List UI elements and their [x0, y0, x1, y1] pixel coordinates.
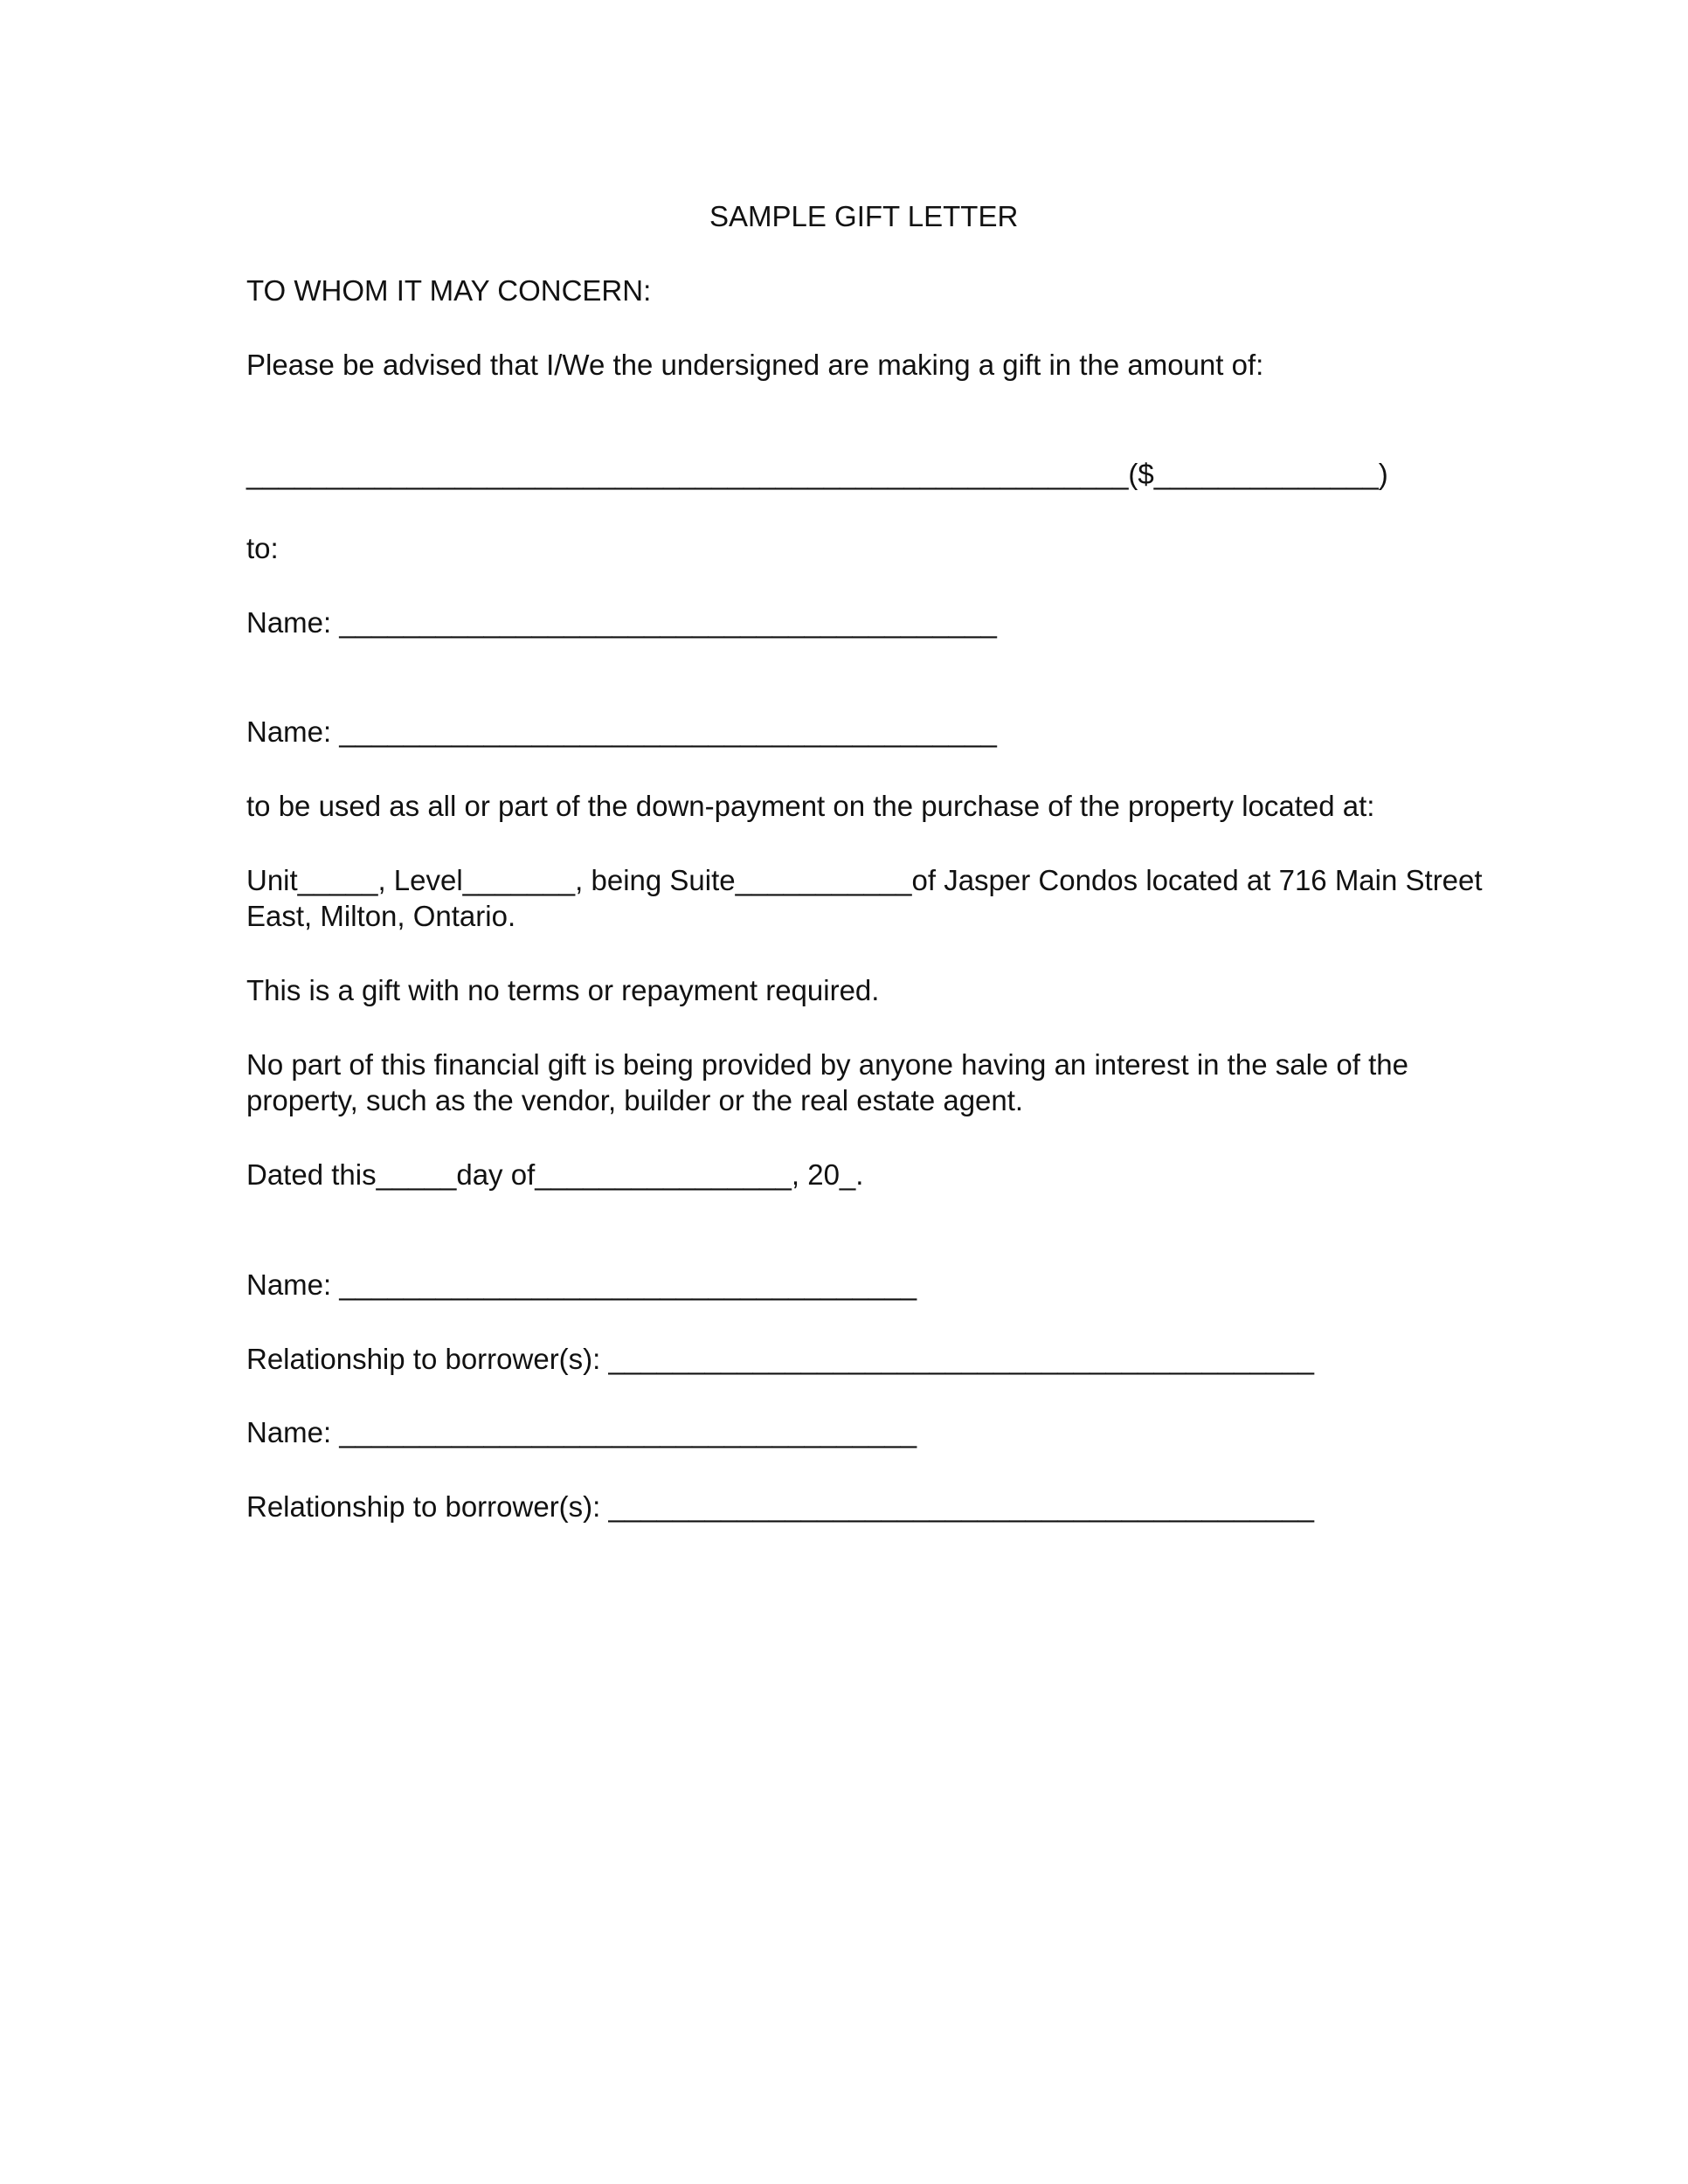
no-repayment-note: This is a gift with no terms or repayment required.: [246, 974, 880, 1006]
document-title: SAMPLE GIFT LETTER: [709, 200, 1019, 232]
recipient-label: to:: [246, 532, 279, 564]
intro-paragraph: Please be advised that I/We the undersigned are making a gift in the amount of:: [246, 349, 1264, 381]
gift-amount-field: _______________________________________________________($______________): [246, 458, 1388, 490]
property-address-line-2: East, Milton, Ontario.: [246, 900, 516, 932]
donor-relationship-field-2: Relationship to borrower(s): ____________________________________________: [246, 1490, 1315, 1523]
interest-disclaimer-line-2: property, such as the vendor, builder or the real estate agent.: [246, 1084, 1024, 1116]
recipient-name-field-2: Name: _________________________________________: [246, 715, 997, 748]
recipient-name-field-1: Name: _________________________________________: [246, 606, 997, 639]
property-address-line-1: Unit_____, Level_______, being Suite___________of Jasper Condos located at 716 Main Street: [246, 864, 1483, 896]
purpose-paragraph: to be used as all or part of the down-payment on the purchase of the property located at:: [246, 790, 1375, 822]
donor-name-field-2: Name: ____________________________________: [246, 1416, 917, 1448]
donor-relationship-field-1: Relationship to borrower(s): ____________________________________________: [246, 1343, 1315, 1375]
interest-disclaimer-line-1: No part of this financial gift is being provided by anyone having an interest in the sale of the: [246, 1048, 1408, 1081]
donor-name-field-1: Name: ____________________________________: [246, 1268, 917, 1301]
date-field: Dated this_____day of________________, 20_.: [246, 1158, 864, 1191]
salutation: TO WHOM IT MAY CONCERN:: [246, 274, 652, 307]
